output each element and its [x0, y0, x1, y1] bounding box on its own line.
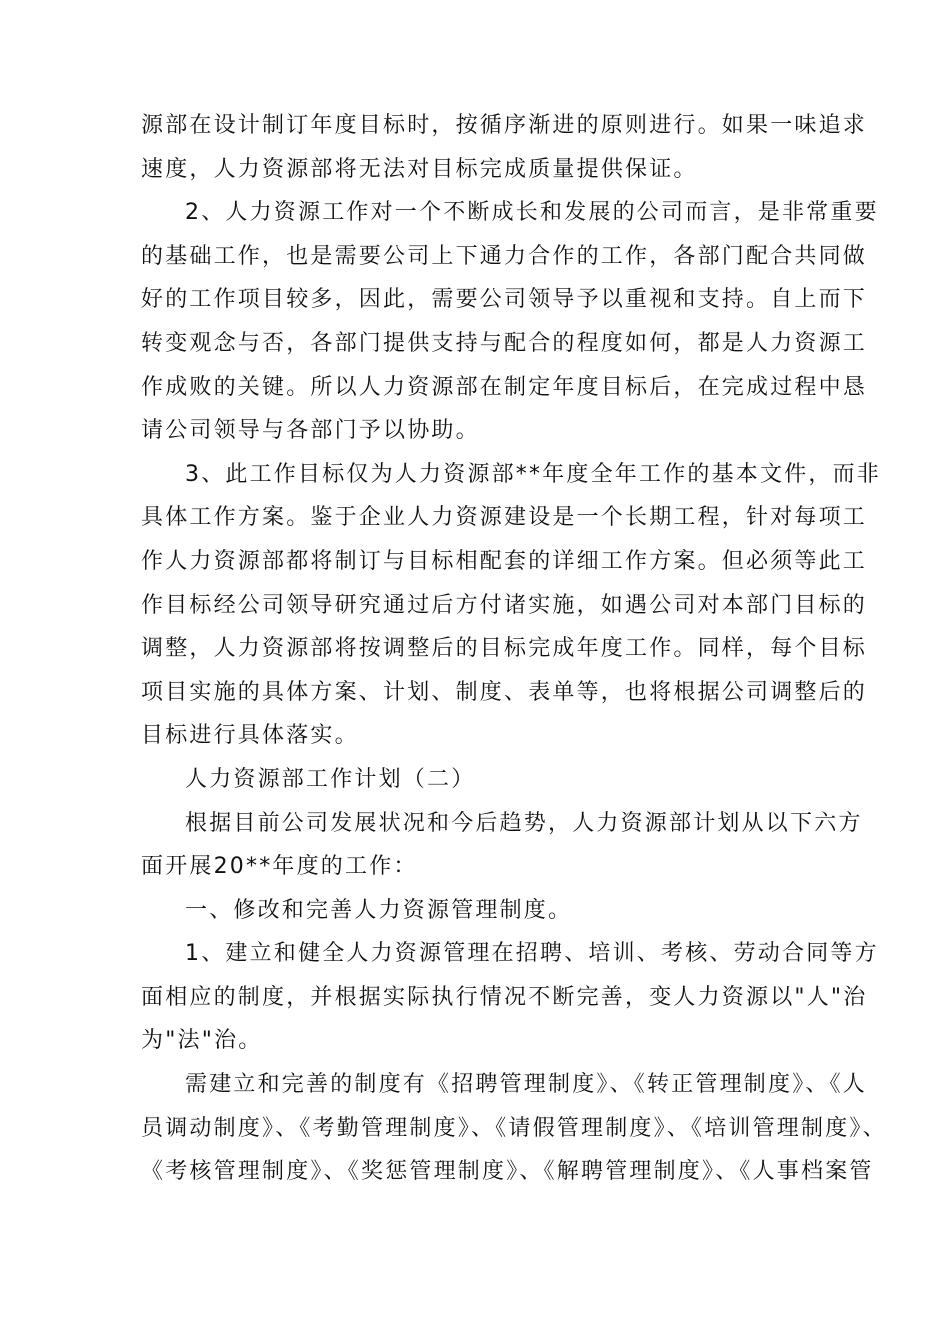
text-line: 面相应的制度，并根据实际执行情况不断完善，变人力资源以"人"治	[141, 984, 868, 1010]
text-line: 为"法"治。	[141, 1028, 263, 1054]
text-line: 3、此工作目标仅为人力资源部**年度全年工作的基本文件，而非	[185, 461, 881, 487]
text-line: 的基础工作，也是需要公司上下通力合作的工作，各部门配合共同做	[141, 243, 868, 269]
text-line: 项目实施的具体方案、计划、制度、表单等，也将根据公司调整后的	[141, 679, 868, 705]
text-line: 作目标经公司领导研究通过后方付诸实施，如遇公司对本部门目标的	[141, 592, 868, 618]
text-line: 员调动制度》、《考勤管理制度》、《请假管理制度》、《培训管理制度》、	[141, 1115, 887, 1141]
text-line: 目标进行具体落实。	[141, 723, 359, 749]
text-line: 源部在设计制订年度目标时，按循序渐进的原则进行。如果一味追求	[141, 113, 868, 138]
text-line: 具体工作方案。鉴于企业人力资源建设是一个长期工程，针对每项工	[141, 505, 868, 531]
text-line: 《考核管理制度》、《奖惩管理制度》、《解聘管理制度》、《人事档案管	[141, 1159, 874, 1185]
text-line: 2、人力资源工作对一个不断成长和发展的公司而言，是非常重要	[185, 200, 879, 226]
text-line: 作成败的关键。所以人力资源部在制定年度目标后，在完成过程中恳	[141, 374, 868, 400]
text-line: 1、建立和健全人力资源管理在招聘、培训、考核、劳动合同等方	[185, 941, 879, 967]
section-heading: 人力资源部工作计划（二）	[185, 766, 476, 792]
text-line: 速度，人力资源部将无法对目标完成质量提供保证。	[141, 156, 698, 182]
text-line: 需建立和完善的制度有《招聘管理制度》、《转正管理制度》、《人	[185, 1072, 868, 1098]
text-line: 作人力资源部都将制订与目标相配套的详细工作方案。但必须等此工	[141, 548, 868, 574]
text-line: 调整，人力资源部将按调整后的目标完成年度工作。同样，每个目标	[141, 636, 868, 662]
subsection-heading: 一、修改和完善人力资源管理制度。	[185, 897, 573, 923]
text-line: 根据目前公司发展状况和今后趋势，人力资源部计划从以下六方	[185, 810, 863, 836]
document-body	[141, 104, 887, 1194]
text-line: 面开展20**年度的工作：	[141, 854, 418, 880]
text-line: 转变观念与否，各部门提供支持与配合的程度如何，都是人力资源工	[141, 330, 868, 356]
text-line: 请公司领导与各部门予以协助。	[141, 418, 480, 444]
text-line: 好的工作项目较多，因此，需要公司领导予以重视和支持。自上而下	[141, 287, 868, 313]
